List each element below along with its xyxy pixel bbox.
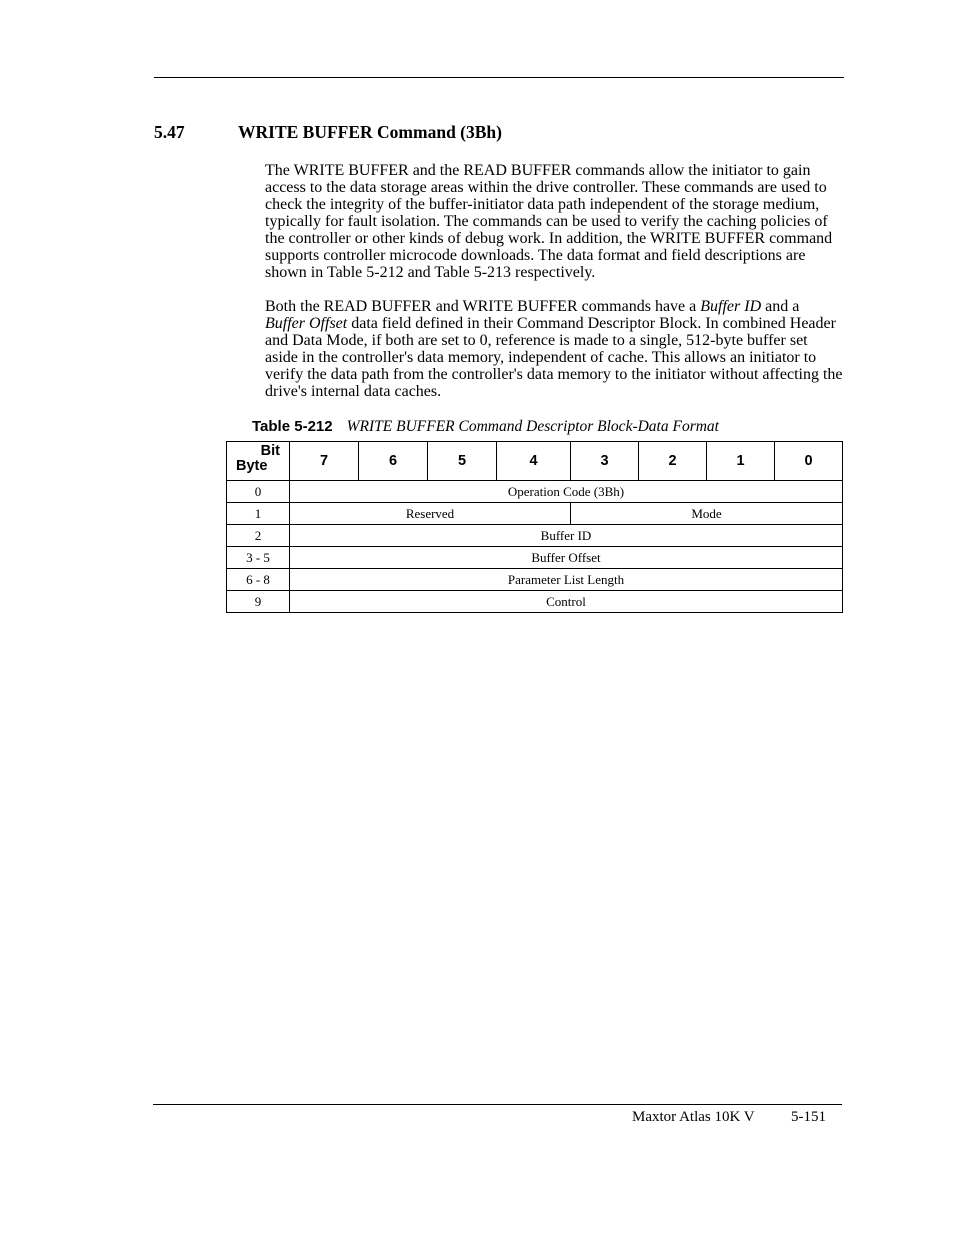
table-row-byte-9 [227,591,843,613]
paragraph-2-text-e: data field defined in their Command Descriptor Block. In combined Header and Data Mode, if both are set to 0, reference is made to a single, 512-byte buffer set aside in the controller's data memory, independent of cache. This allows an initiator to verify the data path from the controller's data memory to the initiator without affecting the drive's internal data caches. [265,315,843,400]
mode-field-cell: Mode [571,503,843,525]
bit-header-row [227,442,843,481]
table-row-byte-6-8 [227,569,843,591]
byte-cell: 1 [227,503,290,525]
bit-byte-corner-cell [227,442,290,481]
buffer-id-term: Buffer ID [700,298,762,315]
section-heading [154,122,502,143]
paragraph-2 [265,298,843,400]
table-row-byte-0 [227,481,843,503]
table-row-byte-2 [227,525,843,547]
bit-6-header: 6 [359,442,428,481]
footer-product: Maxtor Atlas 10K V [632,1109,755,1125]
section-number: 5.47 [154,122,185,142]
table-title: WRITE BUFFER Command Descriptor Block-Data Format [346,418,719,435]
byte-cell: 0 [227,481,290,503]
section-title: WRITE BUFFER Command (3Bh) [238,122,502,142]
bit-2-header: 2 [639,442,707,481]
byte-cell: 9 [227,591,290,613]
byte-cell: 3 - 5 [227,547,290,569]
byte-cell: 6 - 8 [227,569,290,591]
paragraph-2-text-a: Both the READ BUFFER and WRITE BUFFER commands have a [265,298,701,315]
table-row-byte-3-5 [227,547,843,569]
reserved-field-cell: Reserved [290,503,571,525]
bit-1-header: 1 [707,442,775,481]
bit-3-header: 3 [571,442,639,481]
field-cell: Parameter List Length [290,569,843,591]
paragraph-1: The WRITE BUFFER and the READ BUFFER commands allow the initiator to gain access to the data storage areas within the drive controller. These commands are used to check the integrity of the buffer-initiator data path independent of the storage medium, typically for fault isolation. The commands can be used to verify the caching policies of the controller or other kinds of debug work. In addition, the WRITE BUFFER command supports controller microcode downloads. The data format and field descriptions are shown in Table 5-212 and Table 5-213 respectively. [265,162,833,281]
buffer-offset-term: Buffer Offset [265,315,348,332]
table-label: Table 5-212 [252,418,333,435]
header-rule [154,77,844,78]
field-cell: Control [290,591,843,613]
bit-4-header: 4 [497,442,571,481]
footer-page-number: 5-151 [791,1109,826,1125]
bit-5-header: 5 [428,442,497,481]
table-row-byte-1 [227,503,843,525]
bit-0-header: 0 [775,442,843,481]
field-cell: Operation Code (3Bh) [290,481,843,503]
footer-rule [153,1104,842,1105]
field-cell: Buffer ID [290,525,843,547]
table-caption [252,418,719,436]
bit-label: Bit [260,443,280,459]
paragraph-2-text-c: and a [761,298,800,315]
byte-cell: 2 [227,525,290,547]
byte-label: Byte [236,458,268,474]
bit-7-header: 7 [290,442,359,481]
field-cell: Buffer Offset [290,547,843,569]
cdb-table [226,441,843,613]
